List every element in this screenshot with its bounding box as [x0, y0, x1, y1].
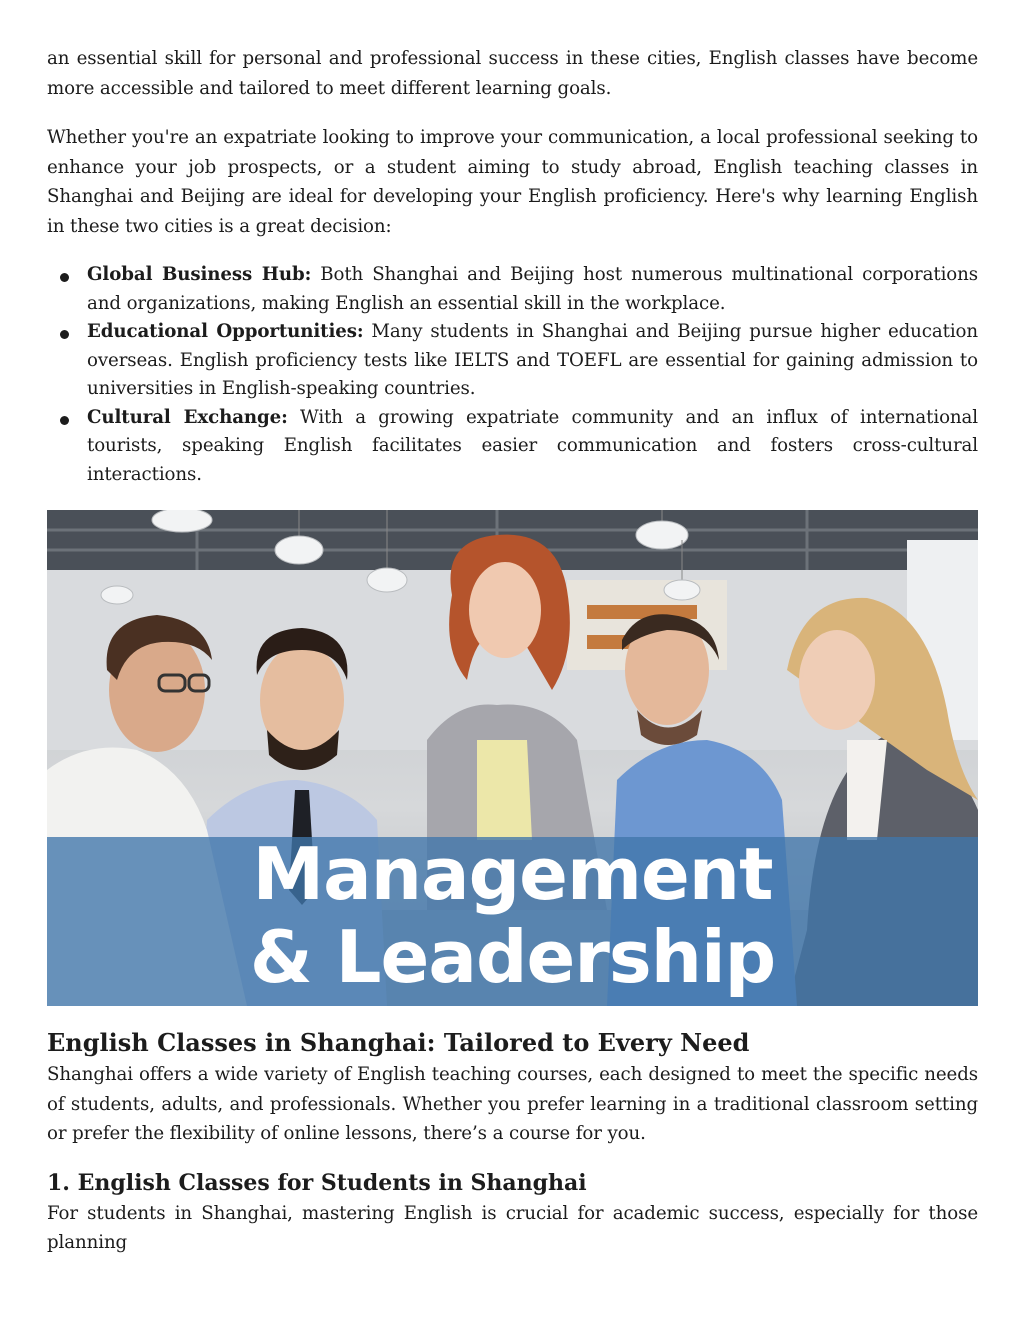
subsection-paragraph-students: For students in Shanghai, mastering English is crucial for academic success, especially for those planning — [47, 1202, 978, 1253]
list-item — [47, 404, 978, 490]
list-item-title: Educational Opportunities: — [87, 321, 364, 342]
section-paragraph-shanghai: Shanghai offers a wide variety of English teaching courses, each designed to meet the specific needs of students, adults, and professionals. Whether you prefer learning in a traditional classroom setting or prefer the flexibility of online lessons, there’s a course for you. — [47, 1064, 978, 1144]
bullet-icon — [60, 330, 69, 339]
bullet-icon — [60, 416, 69, 425]
list-item-text: Both Shanghai and Beijing host numerous multinational corporations and organizations, making English an essential skill in the workplace. — [87, 264, 978, 314]
hero-caption-line-1: Management — [252, 832, 773, 916]
list-item-title: Cultural Exchange: — [87, 406, 288, 428]
subsection-heading-students: 1. English Classes for Students in Shanghai — [47, 1169, 587, 1196]
article-content — [47, 44, 978, 1258]
reasons-list — [47, 261, 978, 489]
list-item — [47, 261, 978, 318]
list-item-title: Global Business Hub: — [87, 264, 312, 285]
intro-paragraph-1: an essential skill for personal and professional success in these cities, English classes have become more accessible and tailored to meet different learning goals. — [47, 48, 978, 99]
intro-paragraph-2: Whether you're an expatriate looking to improve your communication, a local professional seeking to enhance your job prospects, or a student aiming to study abroad, English teaching classes in Shanghai and Beijing are ideal for developing your English proficiency. Here's why learning English in these two cities is a great decision: — [47, 127, 978, 237]
hero-image — [47, 510, 978, 1006]
list-item-text: With a growing expatriate community and an influx of international tourists, speaking English facilitates easier communication and fosters cross-cultural interactions. — [87, 406, 978, 485]
section-heading-shanghai: English Classes in Shanghai: Tailored to Every Need — [47, 1028, 750, 1057]
list-item — [47, 318, 978, 404]
bullet-icon — [60, 273, 69, 282]
list-item-text: Many students in Shanghai and Beijing pursue higher education overseas. English proficiency tests like IELTS and TOEFL are essential for gaining admission to universities in English-speaking countries. — [87, 321, 978, 399]
hero-caption-line-2: & Leadership — [249, 915, 776, 999]
